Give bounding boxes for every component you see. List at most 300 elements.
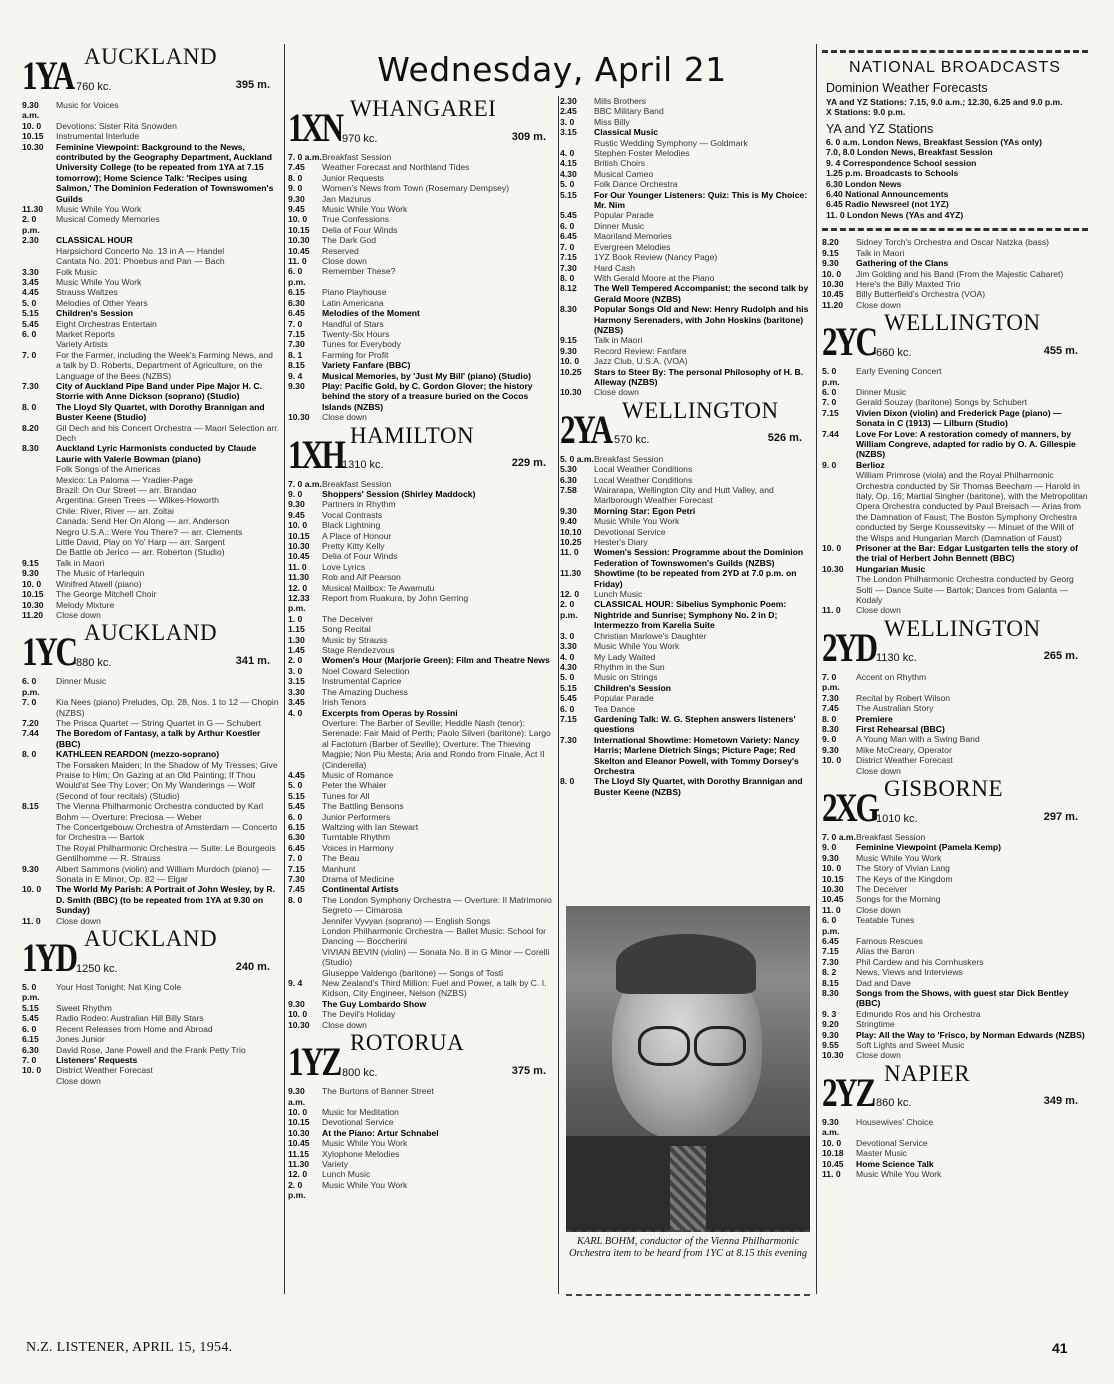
programme-time: 7. 0: [822, 397, 837, 408]
programme-entry: [288, 666, 556, 676]
programme-entry: [22, 1065, 280, 1075]
programme-entry: [22, 1076, 280, 1086]
programme-time: 10.45: [288, 245, 310, 256]
programme-entry: [822, 237, 1088, 247]
programme-entry: [288, 350, 556, 360]
programme-time: 6. 0 p.m.: [288, 266, 306, 287]
programme-entry: [22, 475, 280, 485]
programme-title: Music for Voices: [56, 100, 119, 110]
programme-title: Mexico: La Paloma — Yradier-Page: [56, 474, 193, 485]
programme-time: 7.20: [22, 717, 39, 728]
programme-title: Little David, Play on Yo' Harp — arr. Sargent: [56, 537, 225, 548]
column-rule: [558, 96, 559, 1294]
programme-title: Breakfast Session: [322, 152, 392, 162]
weather-line: YA and YZ Stations: 7.15, 9.0 a.m.; 12.30, 6.25 and 9.0 p.m.: [826, 96, 1063, 107]
programme-time: 1. 0: [288, 613, 303, 624]
programme-entry: [22, 506, 280, 516]
programme-time: 3.30: [22, 266, 39, 277]
programme-time: 10. 0: [22, 578, 42, 589]
programme-time: 3.30: [560, 641, 577, 652]
station-callsign: 1YA: [22, 53, 73, 98]
programme-title: The Deceiver: [856, 883, 908, 894]
station-frequency: 1250 kc.: [76, 962, 118, 975]
programme-time: 10.30: [822, 1050, 844, 1061]
programme-time: [822, 574, 856, 605]
programme-entry: [822, 574, 1088, 605]
programme-time: 7. 0 a.m.: [288, 152, 322, 162]
programme-title: The Forsaken Maiden; In the Shadow of My Tresses; Give Praise to Him; On Gazing at an Old Painting; If Thou Would'st See Thy Lover; On My Wanderings — Wolf (Second of four recitals) (Studio): [56, 759, 278, 801]
programme-entry: [822, 766, 1088, 776]
programme-title: Music of Romance: [322, 769, 394, 780]
programme-time: [22, 1076, 56, 1086]
programme-entry: [288, 152, 556, 162]
page-title: Wednesday, April 21: [377, 50, 727, 89]
programme-entry: [288, 926, 556, 947]
programme-title: The Guy Lombardo Show: [322, 998, 427, 1009]
programme-entry: [288, 697, 556, 707]
programme-title: BBC Military Band: [594, 106, 664, 117]
station-city: WELLINGTON: [622, 397, 779, 423]
programme-time: 5.15: [288, 790, 305, 801]
programme-time: 5.15: [560, 682, 577, 693]
programme-entry: [822, 745, 1088, 755]
programme-entry: [560, 231, 812, 241]
programme-title: Variety Fanfare (BBC): [322, 360, 411, 371]
programme-time: 10. 0: [288, 214, 308, 225]
programme-title: London Philharmonic Orchestra — Ballet Music: School for Dancing — Boccherini: [322, 926, 547, 947]
programme-time: 7.44: [822, 428, 839, 439]
programme-entry: [822, 460, 1088, 470]
programme-title: Market Reports: [56, 328, 115, 339]
station-wavelength: 375 m.: [511, 1064, 546, 1077]
programme-time: 7.15: [560, 252, 577, 263]
programme-time: 6. 0: [822, 386, 837, 397]
programme-entry: [822, 1030, 1088, 1040]
programme-time: 8.30: [22, 443, 39, 454]
programme-time: 7. 0: [288, 853, 303, 864]
programme-time: 3.30: [288, 686, 305, 697]
programme-title: Breakfast Session: [856, 831, 926, 842]
programme-title: Music While You Work: [856, 1168, 942, 1179]
programme-time: 6.30: [288, 832, 305, 843]
hair: [616, 934, 756, 994]
programme-entry: [822, 300, 1088, 310]
programme-entry: [288, 225, 556, 235]
programme-time: 10.30: [560, 387, 582, 398]
station-wavelength: 455 m.: [1043, 344, 1078, 357]
programme-entry: [22, 423, 280, 444]
programme-entry: [288, 489, 556, 499]
programme-time: 8.20: [22, 422, 39, 433]
programme-time: 10. 0: [288, 1106, 308, 1117]
programme-entry: [288, 635, 556, 645]
programme-title: Musical Cameo: [594, 168, 654, 179]
programme-time: 11.20: [22, 609, 44, 620]
programme-time: 10. 0: [288, 1009, 308, 1020]
yz-line: 6.40 National Announcements: [826, 189, 949, 200]
programme-entry: [288, 947, 556, 968]
programme-title: Stringtime: [856, 1019, 895, 1030]
programme-title: Classical Music: [594, 127, 659, 138]
station-callsign: 1YD: [22, 935, 76, 981]
programme-time: 9.30: [822, 1029, 839, 1040]
programme-title: The Australian Story: [856, 703, 934, 714]
station-callsign: 2XG: [822, 784, 878, 830]
programme-time: 9.30: [560, 345, 577, 356]
programme-entry: [288, 541, 556, 551]
programme-entry: [560, 568, 812, 589]
programme-time: 7.58: [560, 485, 577, 495]
programme-entry: [288, 884, 556, 894]
programme-title: Musical Memories, by 'Just My Bill' (piano) (Studio): [322, 370, 531, 381]
programme-time: 6.30: [22, 1044, 39, 1055]
programme-time: 10.30: [288, 1127, 310, 1138]
programme-title: Jan Mazurus: [322, 193, 372, 204]
programme-entry: [288, 360, 556, 370]
glasses-lens: [638, 1026, 690, 1066]
programme-title: Talk in Maori: [594, 335, 643, 346]
programme-title: Sidney Torch's Orchestra and Oscar Natzka (bass): [856, 237, 1050, 248]
programme-entry: [822, 289, 1088, 299]
programme-title: The Keys of the Kingdom: [856, 873, 953, 884]
programme-entry: [288, 655, 556, 665]
station-frequency: 760 kc.: [76, 80, 112, 93]
programme-title: Close down: [56, 915, 101, 926]
programme-title: A Place of Honour: [322, 530, 392, 541]
programme-time: 8. 1: [288, 349, 303, 360]
programme-title: Mike McCreary, Operator: [856, 744, 952, 755]
programme-title: Excerpts from Operas by Rossini: [322, 707, 458, 718]
programme-entry: [22, 537, 280, 547]
programme-title: Listeners' Requests: [56, 1054, 138, 1065]
programme-time: 2.30: [560, 96, 577, 106]
programme-time: 7.30: [560, 262, 577, 273]
programme-entry: [822, 905, 1088, 915]
programme-entry: [288, 339, 556, 349]
station-header: [22, 620, 280, 675]
programme-entry: [822, 734, 1088, 744]
programme-title: Early Evening Concert: [856, 366, 942, 377]
programme-time: 9. 0: [288, 183, 303, 194]
programme-time: 11.20: [822, 299, 844, 310]
programme-time: 9.30: [560, 505, 577, 516]
programme-title: The Battling Bensons: [322, 801, 404, 812]
national-title: NATIONAL BROADCASTS: [849, 59, 1061, 76]
programme-time: 10. 0: [22, 1065, 42, 1076]
programme-title: Accent on Rhythm: [856, 671, 927, 682]
programme-title: The George Mitchell Choir: [56, 589, 157, 600]
programme-title: Music While You Work: [322, 1138, 408, 1149]
programme-entry: [560, 693, 812, 703]
programme-entry: [22, 287, 280, 297]
programme-title: Songs from the Shows, with guest star Dick Bentley (BBC): [856, 988, 1069, 1009]
programme-entry: [822, 915, 1088, 936]
programme-entry: [560, 263, 812, 273]
programme-entry: [288, 235, 556, 245]
programme-time: 7. 0 a.m.: [288, 478, 322, 489]
programme-title: Local Weather Conditions: [594, 464, 693, 475]
programme-time: 6. 0 p.m.: [22, 676, 40, 697]
programme-entry: [288, 1086, 556, 1107]
programme-time: 9.55: [822, 1040, 839, 1051]
programme-title: Farming for Profit: [322, 349, 389, 360]
programme-title: Women's News from Town (Rosemary Dempsey): [322, 183, 510, 194]
programme-title: Dinner Music: [594, 220, 645, 231]
programme-entry: [288, 1107, 556, 1117]
programme-entry: [822, 832, 1088, 842]
programme-title: Hard Cash: [594, 262, 636, 273]
programme-title: Tea Dance: [594, 703, 636, 714]
programme-entry: [22, 277, 280, 287]
programme-entry: [560, 158, 812, 168]
programme-entry: [22, 214, 280, 235]
programme-title: Alias the Baron: [856, 946, 915, 957]
programme-entry: [822, 672, 1088, 693]
programme-entry: [288, 298, 556, 308]
column-rule: [284, 44, 285, 1294]
programme-title: Argentina: Green Trees — Wilkes-Howorth: [56, 495, 219, 506]
caption-rule: [566, 1294, 810, 1296]
programme-time: 12.33 p.m.: [288, 593, 310, 614]
programme-entry: [288, 214, 556, 224]
programme-title: The Well Tempered Accompanist: the second talk by Gerald Moore (NZBS): [594, 283, 809, 304]
station-frequency: 1010 kc.: [876, 812, 918, 825]
station-callsign: 2YC: [822, 319, 876, 365]
programme-entry: [560, 683, 812, 693]
programme-entry: [22, 267, 280, 277]
programme-time: 6.15: [22, 1034, 39, 1045]
programme-entry: [288, 1117, 556, 1127]
programme-time: 9.15: [22, 557, 39, 568]
station-header: [22, 44, 280, 98]
programme-title: Play: All the Way to 'Frisco, by Norman Edwards (NZBS): [856, 1029, 1085, 1040]
programme-entry: [288, 1138, 556, 1148]
programme-title: Love For Love: A restoration comedy of manners, by William Congreve, adapted for radio by O. A. Gillespie (NZBS): [856, 428, 1076, 460]
programme-title: Rob and Alf Pearson: [322, 572, 401, 583]
programme-entry: [22, 121, 280, 131]
station-callsign: 1XH: [288, 431, 344, 477]
programme-entry: [22, 246, 280, 256]
programme-entry: [22, 718, 280, 728]
programme-time: 10.30: [822, 883, 844, 894]
programme-title: Partners in Rhythm: [322, 499, 396, 510]
programme-title: Prisoner at the Bar: Edgar Lustgarten tells the story of the trial of Herbert John Bennett (BBC): [856, 543, 1079, 564]
programme-entry: [822, 1019, 1088, 1029]
programme-time: 7.44: [22, 728, 39, 739]
programme-entry: [288, 583, 556, 593]
programme-title: Harpsichord Concerto No. 13 in A — Handel: [56, 245, 225, 256]
programme-title: Close down: [322, 256, 367, 267]
programme-title: For Our Younger Listeners: Quiz: This is My Choice: Mr. Nim: [594, 189, 808, 211]
programme-entry: [288, 999, 556, 1009]
station-header: [560, 397, 812, 452]
programme-title: Music for Meditation: [322, 1106, 399, 1117]
station-wavelength: 395 m.: [235, 78, 270, 91]
column-1: [22, 44, 280, 1086]
programme-title: The Vienna Philharmonic Orchestra conducted by Karl Bohm — Overture: Preciosa — Weber: [56, 801, 264, 822]
programme-time: [22, 547, 56, 557]
programme-entry: [822, 946, 1088, 956]
programme-time: 6.30: [560, 474, 577, 485]
programme-entry: [822, 874, 1088, 884]
programme-entry: [22, 558, 280, 568]
programme-title: Soft Lights and Sweet Music: [856, 1040, 965, 1051]
programme-time: [288, 968, 322, 978]
programme-title: The London Symphony Orchestra — Overture: Il Matrimonio Segreto — Cimarosa: [322, 894, 552, 916]
programme-title: Report from Ruakura, by John Gerring: [322, 593, 469, 604]
programme-time: 5. 0 a.m.: [560, 453, 594, 464]
programme-time: 4.30: [560, 168, 577, 179]
programme-entry: [22, 1013, 280, 1023]
programme-time: 9. 4: [288, 978, 303, 989]
programme-entry: [22, 100, 280, 121]
programme-entry: [288, 499, 556, 509]
programme-entry: [288, 1159, 556, 1169]
programme-title: Black Lightning: [322, 520, 381, 531]
programme-time: [560, 138, 594, 148]
programme-title: Junior Requests: [322, 172, 385, 183]
programme-time: 5.45: [560, 693, 577, 704]
programme-title: Song Recital: [322, 624, 371, 635]
programme-entry: [288, 329, 556, 339]
station-wavelength: 240 m.: [235, 960, 270, 973]
programme-time: 7.15: [288, 328, 305, 339]
programme-time: 4. 0: [288, 707, 303, 718]
programme-time: [288, 916, 322, 926]
programme-time: [22, 495, 56, 505]
programme-time: 9.30: [822, 744, 839, 755]
programme-entry: [822, 429, 1088, 460]
programme-time: 10.10: [560, 526, 582, 537]
programme-entry: [288, 676, 556, 686]
programme-entry: [22, 319, 280, 329]
programme-time: 3. 0: [288, 665, 303, 676]
programme-time: [22, 760, 56, 802]
programme-time: 8.12: [560, 283, 577, 294]
programme-title: Jim Golding and his Band (From the Majestic Cabaret): [856, 268, 1064, 279]
programme-time: [22, 527, 56, 537]
programme-title: Close down: [56, 1075, 101, 1086]
programme-entry: [822, 397, 1088, 407]
programme-entry: [288, 412, 556, 422]
station-header: [822, 310, 1088, 365]
programme-title: Instrumental Interlude: [56, 131, 140, 142]
station-frequency: 970 kc.: [342, 132, 378, 145]
programme-entry: [22, 843, 280, 864]
programme-time: 10. 0: [22, 884, 42, 895]
weather-line: X Stations: 9.0 p.m.: [826, 107, 906, 118]
programme-time: 10.25: [560, 366, 582, 377]
programme-title: Mills Brothers: [594, 96, 647, 106]
station-frequency: 800 kc.: [342, 1066, 378, 1079]
programme-title: Close down: [856, 605, 901, 616]
programme-time: 9.30: [288, 193, 305, 204]
programme-title: Recital by Robert Wilson: [856, 692, 951, 703]
programme-entry: [560, 106, 812, 116]
programme-entry: [288, 572, 556, 582]
programme-title: Devotional Service: [856, 1137, 928, 1148]
programme-title: Melodies of Other Years: [56, 297, 148, 308]
programme-entry: [560, 735, 812, 777]
programme-title: Jones Junior: [56, 1034, 105, 1045]
programme-time: 3. 0: [560, 630, 575, 641]
programme-entry: [288, 510, 556, 520]
station-wavelength: 229 m.: [511, 457, 546, 470]
programme-time: 8. 0: [822, 713, 837, 724]
programme-title: Variety: [322, 1158, 349, 1169]
programme-time: 7.15: [560, 713, 577, 724]
programme-title: The World My Parish: A Portrait of John Wesley, by R. D. Smith (BBC) (to be repeated from 1YA at 9.30 on Sunday): [56, 884, 276, 916]
programme-entry: [288, 204, 556, 214]
programme-time: 8.30: [822, 723, 839, 734]
column-rule: [816, 44, 817, 1294]
programme-title: Talk in Maori: [856, 247, 905, 258]
yz-line: 6.45 Radio Newsreel (not 1YZ): [826, 199, 949, 210]
programme-title: The Lloyd Sly Quartet, with Dorothy Brannigan and Buster Keene (NZBS): [594, 776, 803, 797]
programme-time: 6. 0: [288, 811, 303, 822]
programme-time: 3.15: [288, 676, 305, 687]
programme-entry: [288, 246, 556, 256]
programme-entry: [560, 346, 812, 356]
programme-time: 5.15: [560, 189, 577, 200]
programme-title: With Gerald Moore at the Piano: [594, 272, 715, 283]
programme-time: 8.15: [822, 977, 839, 988]
programme-title: News, Views and Interviews: [856, 967, 963, 978]
programme-time: 7.45: [288, 884, 305, 895]
yz-line: 6.30 London News: [826, 178, 902, 189]
programme-time: 6. 0 p.m.: [822, 915, 840, 936]
programme-time: 12. 0: [288, 1169, 308, 1180]
programme-time: 7. 0: [288, 318, 303, 329]
programme-title: Folk Music: [56, 266, 98, 277]
programme-time: 6.15: [288, 287, 305, 298]
programme-entry: [822, 978, 1088, 988]
programme-title: William Primrose (viola) and the Royal Philharmonic Orchestra conducted by Sir Thomas Beecham — Harold in Italy, Op. 16; Martial Singher (baritone), with the Metropolitan Opera Orchestra conducted by Paul Breisach — Arias from the Damnation of Faust; The Boston Symphony Orchestra conducted by Serge Koussevitsky — Minuet of the Will of the Wisps and Hungarian March (Damnation of Faust): [856, 470, 1088, 543]
programme-time: 11.30: [288, 1158, 310, 1169]
programme-title: Devotional Service: [594, 526, 666, 537]
programme-entry: [560, 641, 812, 651]
programme-title: Twenty-Six Hours: [322, 328, 390, 339]
programme-time: 11. 0: [822, 904, 841, 915]
programme-title: Radio Rodeo: Australian Hill Billy Stars: [56, 1013, 204, 1024]
programme-time: 8.30: [822, 988, 839, 999]
programme-entry: [560, 672, 812, 682]
station-callsign: 2YA: [560, 406, 611, 452]
programme-title: My Lady Waited: [594, 651, 656, 662]
programme-title: Dinner Music: [56, 676, 107, 687]
programme-title: Music While You Work: [322, 204, 408, 215]
programme-time: 5.45: [560, 210, 577, 221]
programme-title: Popular Parade: [594, 210, 654, 221]
programme-title: Musical Comedy Memories: [56, 214, 160, 225]
programme-entry: [288, 832, 556, 842]
programme-entry: [560, 599, 812, 630]
programme-time: 4.15: [560, 158, 577, 169]
programme-title: Negro U.S.A.: Were You There? — arr. Clements: [56, 526, 243, 537]
yz-line: 7.0, 8.0 London News, Breakfast Session: [826, 147, 993, 158]
programme-time: [22, 485, 56, 495]
programme-entry: [288, 162, 556, 172]
programme-time: 10.15: [288, 224, 310, 235]
programme-entry: [288, 1149, 556, 1159]
programme-time: 10.45: [822, 1158, 844, 1169]
programme-title: Dad and Dave: [856, 977, 911, 988]
programme-title: Rhythm in the Sun: [594, 661, 665, 672]
programme-time: 10.45: [288, 551, 310, 562]
station-callsign: 1XN: [288, 105, 342, 150]
programme-title: Delia of Four Winds: [322, 551, 398, 562]
programme-entry: [560, 190, 812, 211]
